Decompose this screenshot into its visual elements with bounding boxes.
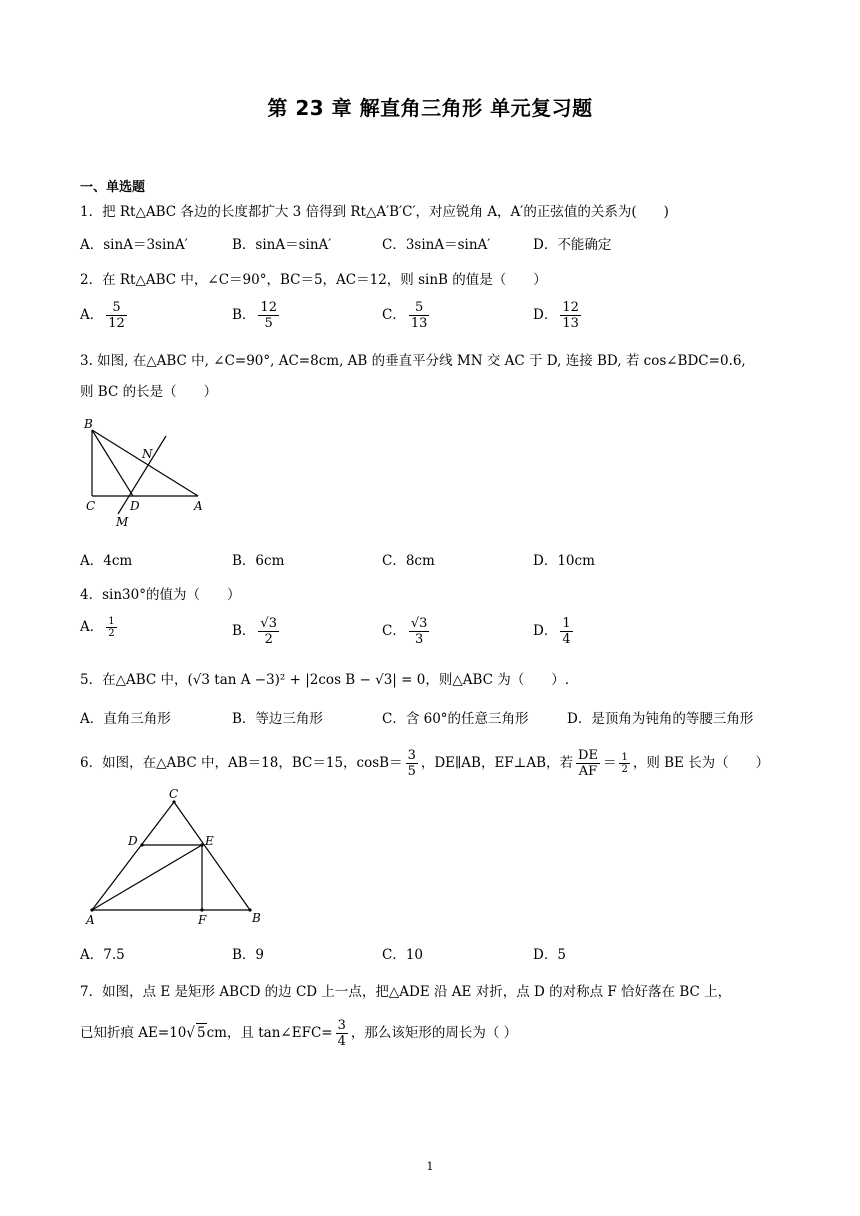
q1-option-d: D．不能确定 [533,237,612,253]
q7-stem-line2: 已知折痕 AE=10√ 5cm，且 tan∠EFC= $\frac{3}{4}$ ，那么该矩形的周长为（ ） [80,1018,518,1049]
q2-option-d: D． $\frac{12}{13}$ [533,300,579,331]
q6-option-a: A．7.5 [80,947,125,963]
q4-option-c: C． $\frac{√3}{3}$ [382,616,428,647]
q1-option-a: A．sinA＝3sinA′ [80,237,188,253]
q2-option-b: B． $\frac{12}{5}$ [232,300,277,331]
q6-label-a: A [86,913,95,927]
q6-option-b: B．9 [232,947,265,963]
q3-label-a: A [194,499,203,513]
q6-option-d: D．5 [533,947,566,963]
q3-figure [80,414,220,534]
q1-stem: 1．把 Rt△ABC 各边的长度都扩大 3 倍得到 Rt△A′B′C′，对应锐角 A，A′的正弦值的关系为( ) [80,204,669,220]
q6-option-c: C．10 [382,947,424,963]
q5-option-c: C．含 60°的任意三角形 [382,711,529,727]
q1-option-c: C．3sinA＝sinA′ [382,237,491,253]
q3-label-c: C [86,499,96,513]
q3-label-d: D [130,499,140,513]
q4-stem: 4．sin30°的值为（ ） [80,587,241,603]
q5-option-b: B．等边三角形 [232,711,323,727]
q5-stem: 5．在△ABC 中，(√3 tan A −3)² + |2cos B − √3| = 0，则△ABC 为（ ）. [80,672,570,688]
q3-label-n: N [142,447,153,461]
q6-label-f: F [198,913,207,927]
q6-label-e: E [205,834,214,848]
q3-option-c: C．8cm [382,553,435,569]
q2-option-c: C． $\frac{5}{13}$ [382,300,428,331]
q3-option-d: D．10cm [533,553,595,569]
q3-label-m: M [116,515,129,529]
q6-label-b: B [252,911,261,925]
page-title: 第 23 章 解直角三角形 单元复习题 [267,96,593,120]
q1-option-b: B．sinA＝sinA′ [232,237,332,253]
q6-label-c: C [169,788,179,801]
q3-stem-line2: 则 BC 的长是（ ） [80,384,218,400]
q3-option-a: A．4cm [80,553,133,569]
q6-stem: 6．如图，在△ABC 中，AB＝18，BC＝15，cosB＝ $\frac{3}{5}$ ，DE∥AB，EF⊥AB，若 $\frac{DE}{AF}$ ＝ $\frac{1}{2}$ ，则 BE 长为（ ） [80,748,770,779]
q6-label-d: D [128,834,138,848]
q4-option-d: D． $\frac{1}{4}$ [533,616,571,647]
q3-stem-line1: 3. 如图, 在△ABC 中, ∠C=90°, AC=8cm, AB 的垂直平分线 MN 交 AC 于 D, 连接 BD, 若 cos∠BDC=0.6, [80,353,746,369]
q5-option-d: D．是顶角为钝角的等腰三角形 [567,711,754,727]
q2-stem: 2．在 Rt△ABC 中，∠C＝90°，BC＝5，AC＝12，则 sinB 的值是（ ） [80,272,547,288]
q4-option-b: B． $\frac{√3}{2}$ [232,616,277,647]
page-number: 1 [426,1160,434,1173]
q3-option-b: B．6cm [232,553,285,569]
q6-figure [80,788,270,928]
q5-option-a: A．直角三角形 [80,711,171,727]
q7-stem-line1: 7．如图，点 E 是矩形 ABCD 的边 CD 上一点，把△ADE 沿 AE 对折，点 D 的对称点 F 恰好落在 BC 上， [80,984,732,1000]
q2-option-a: A． $\frac{5}{12}$ [80,300,125,331]
q4-option-a: A． $\frac{1}{2}$ [80,616,115,639]
q3-label-b: B [84,417,93,431]
q5-equation: (√3 tan A −3)² + |2cos B − √3| = 0 [187,672,426,688]
section-heading: 一、单选题 [80,180,146,195]
